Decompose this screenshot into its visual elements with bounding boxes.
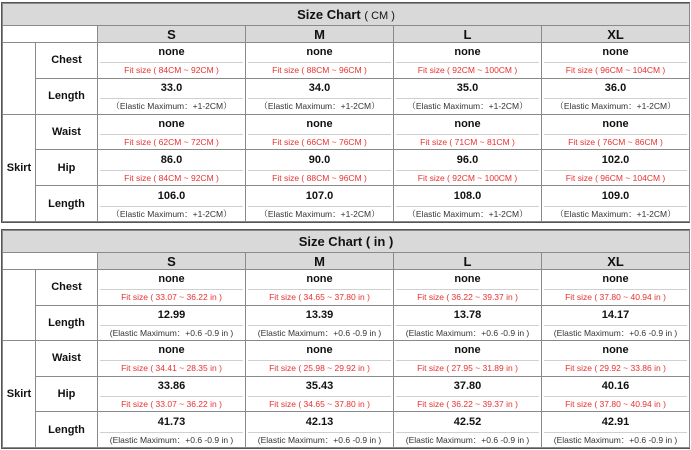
measurement-value: 13.78 bbox=[453, 308, 482, 321]
measurement-label: Waist bbox=[36, 341, 98, 377]
size-value-cell bbox=[542, 270, 690, 306]
measurement-value: none bbox=[306, 117, 333, 130]
size-value-cell bbox=[394, 186, 542, 222]
elastic-note: （Elastic Maximum：+1-2CM） bbox=[248, 98, 391, 113]
size-header-s: S bbox=[98, 253, 246, 270]
measurement-value: 107.0 bbox=[305, 189, 334, 202]
measurement-value: 108.0 bbox=[453, 189, 482, 202]
fit-size-note: Fit size ( 25.98 ~ 29.92 in ) bbox=[248, 360, 391, 375]
fit-size-note: Fit size ( 92CM ~ 100CM ) bbox=[396, 170, 539, 185]
size-value-cell bbox=[246, 114, 394, 150]
size-value-cell bbox=[98, 186, 246, 222]
measurement-value: 42.13 bbox=[305, 415, 334, 428]
measurement-label: Length bbox=[36, 186, 98, 222]
fit-size-note: Fit size ( 33.07 ~ 36.22 in ) bbox=[100, 289, 243, 304]
measurement-value: none bbox=[454, 117, 481, 130]
measurement-value: 13.39 bbox=[305, 308, 334, 321]
size-header-row bbox=[3, 253, 690, 270]
size-value-cell bbox=[246, 43, 394, 79]
elastic-note: （Elastic Maximum：+1-2CM） bbox=[544, 206, 687, 221]
size-value-cell bbox=[542, 43, 690, 79]
fit-size-note: Fit size ( 84CM ~ 92CM ) bbox=[100, 62, 243, 77]
size-value-cell bbox=[542, 114, 690, 150]
size-value-cell bbox=[246, 270, 394, 306]
measurement-value: 33.86 bbox=[157, 380, 186, 393]
measurement-label: Waist bbox=[36, 114, 98, 150]
size-value-cell bbox=[394, 150, 542, 186]
measurement-row bbox=[3, 114, 690, 150]
size-value-cell bbox=[98, 150, 246, 186]
group-label: Skirt bbox=[3, 341, 36, 448]
size-value-cell bbox=[246, 150, 394, 186]
measurement-value: none bbox=[454, 273, 481, 286]
elastic-note: （Elastic Maximum：+1-2CM） bbox=[100, 206, 243, 221]
fit-size-note: Fit size ( 88CM ~ 96CM ) bbox=[248, 62, 391, 77]
elastic-note: (Elastic Maximum：+0.6 -0.9 in ) bbox=[396, 432, 539, 447]
elastic-note: （Elastic Maximum：+1-2CM） bbox=[396, 206, 539, 221]
measurement-label: Hip bbox=[36, 376, 98, 412]
fit-size-note: Fit size ( 36.22 ~ 39.37 in ) bbox=[396, 289, 539, 304]
size-value-cell bbox=[542, 376, 690, 412]
measurement-value: 106.0 bbox=[157, 189, 186, 202]
measurement-row bbox=[3, 43, 690, 79]
measurement-row bbox=[3, 150, 690, 186]
measurement-value: none bbox=[602, 273, 629, 286]
size-value-cell bbox=[394, 305, 542, 341]
measurement-value: 12.99 bbox=[157, 308, 186, 321]
fit-size-note: Fit size ( 34.65 ~ 37.80 in ) bbox=[248, 289, 391, 304]
elastic-note: (Elastic Maximum：+0.6 -0.9 in ) bbox=[544, 325, 687, 340]
measurement-value: 90.0 bbox=[308, 153, 331, 166]
chart-title bbox=[3, 231, 690, 253]
size-value-cell bbox=[542, 186, 690, 222]
measurement-value: none bbox=[306, 344, 333, 357]
fit-size-note: Fit size ( 37.80 ~ 40.94 in ) bbox=[544, 289, 687, 304]
measurement-value: 42.52 bbox=[453, 415, 482, 428]
measurement-value: 109.0 bbox=[601, 189, 630, 202]
fit-size-note: Fit size ( 27.95 ~ 31.89 in ) bbox=[396, 360, 539, 375]
size-chart-cm bbox=[1, 2, 690, 223]
elastic-note: （Elastic Maximum：+1-2CM） bbox=[544, 98, 687, 113]
fit-size-note: Fit size ( 84CM ~ 92CM ) bbox=[100, 170, 243, 185]
measurement-row bbox=[3, 270, 690, 306]
measurement-value: 41.73 bbox=[157, 415, 186, 428]
fit-size-note: Fit size ( 96CM ~ 104CM ) bbox=[544, 62, 687, 77]
size-value-cell bbox=[98, 78, 246, 114]
measurement-value: 34.0 bbox=[308, 82, 331, 95]
fit-size-note: Fit size ( 29.92 ~ 33.86 in ) bbox=[544, 360, 687, 375]
size-header-l: L bbox=[394, 26, 542, 43]
chart-title-text: Size Chart ( in ) bbox=[298, 234, 394, 249]
size-value-cell bbox=[394, 341, 542, 377]
size-header-xl: XL bbox=[542, 26, 690, 43]
size-value-cell bbox=[394, 114, 542, 150]
size-value-cell bbox=[98, 270, 246, 306]
size-value-cell bbox=[394, 376, 542, 412]
measurement-row bbox=[3, 376, 690, 412]
measurement-value: 86.0 bbox=[160, 153, 183, 166]
size-value-cell bbox=[542, 305, 690, 341]
size-value-cell bbox=[98, 376, 246, 412]
measurement-value: none bbox=[454, 344, 481, 357]
size-header-l: L bbox=[394, 253, 542, 270]
fit-size-note: Fit size ( 36.22 ~ 39.37 in ) bbox=[396, 396, 539, 411]
elastic-note: (Elastic Maximum：+0.6 -0.9 in ) bbox=[100, 325, 243, 340]
fit-size-note: Fit size ( 96CM ~ 104CM ) bbox=[544, 170, 687, 185]
size-table bbox=[2, 3, 690, 222]
size-value-cell bbox=[394, 270, 542, 306]
measurement-value: 33.0 bbox=[160, 82, 183, 95]
header-blank-cell bbox=[3, 26, 98, 43]
title-row bbox=[3, 4, 690, 26]
chart-title-text: Size Chart bbox=[297, 7, 361, 22]
measurement-value: none bbox=[158, 46, 185, 59]
fit-size-note: Fit size ( 92CM ~ 100CM ) bbox=[396, 62, 539, 77]
measurement-row bbox=[3, 305, 690, 341]
measurement-label: Hip bbox=[36, 150, 98, 186]
measurement-row bbox=[3, 186, 690, 222]
size-value-cell bbox=[98, 43, 246, 79]
measurement-value: 96.0 bbox=[456, 153, 479, 166]
measurement-row bbox=[3, 412, 690, 448]
fit-size-note: Fit size ( 34.41 ~ 28.35 in ) bbox=[100, 360, 243, 375]
title-row bbox=[3, 231, 690, 253]
measurement-row bbox=[3, 78, 690, 114]
fit-size-note: Fit size ( 88CM ~ 96CM ) bbox=[248, 170, 391, 185]
size-header-row bbox=[3, 26, 690, 43]
elastic-note: (Elastic Maximum：+0.6 -0.9 in ) bbox=[544, 432, 687, 447]
size-value-cell bbox=[394, 412, 542, 448]
measurement-value: none bbox=[306, 46, 333, 59]
size-value-cell bbox=[542, 78, 690, 114]
measurement-row bbox=[3, 341, 690, 377]
elastic-note: （Elastic Maximum：+1-2CM） bbox=[100, 98, 243, 113]
group-label: Skirt bbox=[3, 114, 36, 221]
elastic-note: (Elastic Maximum：+0.6 -0.9 in ) bbox=[396, 325, 539, 340]
measurement-label: Length bbox=[36, 412, 98, 448]
measurement-value: none bbox=[306, 273, 333, 286]
measurement-value: none bbox=[158, 273, 185, 286]
size-table bbox=[2, 230, 690, 448]
measurement-value: none bbox=[602, 117, 629, 130]
elastic-note: （Elastic Maximum：+1-2CM） bbox=[248, 206, 391, 221]
size-value-cell bbox=[246, 305, 394, 341]
size-chart-in bbox=[1, 229, 690, 449]
size-header-m: M bbox=[246, 26, 394, 43]
measurement-value: 42.91 bbox=[601, 415, 630, 428]
size-value-cell bbox=[542, 412, 690, 448]
chart-title bbox=[3, 4, 690, 26]
measurement-value: none bbox=[158, 117, 185, 130]
fit-size-note: Fit size ( 34.65 ~ 37.80 in ) bbox=[248, 396, 391, 411]
group-label bbox=[3, 270, 36, 341]
size-header-m: M bbox=[246, 253, 394, 270]
size-value-cell bbox=[98, 114, 246, 150]
size-value-cell bbox=[246, 376, 394, 412]
size-value-cell bbox=[394, 78, 542, 114]
fit-size-note: Fit size ( 76CM ~ 86CM ) bbox=[544, 134, 687, 149]
measurement-value: none bbox=[602, 344, 629, 357]
measurement-value: 14.17 bbox=[601, 308, 630, 321]
elastic-note: (Elastic Maximum：+0.6 -0.9 in ) bbox=[100, 432, 243, 447]
size-value-cell bbox=[246, 412, 394, 448]
fit-size-note: Fit size ( 71CM ~ 81CM ) bbox=[396, 134, 539, 149]
measurement-value: 40.16 bbox=[601, 380, 630, 393]
fit-size-note: Fit size ( 62CM ~ 72CM ) bbox=[100, 134, 243, 149]
measurement-value: 35.43 bbox=[305, 380, 334, 393]
measurement-label: Chest bbox=[36, 270, 98, 306]
measurement-value: 36.0 bbox=[604, 82, 627, 95]
size-value-cell bbox=[542, 341, 690, 377]
size-header-xl: XL bbox=[542, 253, 690, 270]
elastic-note: (Elastic Maximum：+0.6 -0.9 in ) bbox=[248, 325, 391, 340]
measurement-value: none bbox=[158, 344, 185, 357]
measurement-label: Length bbox=[36, 78, 98, 114]
fit-size-note: Fit size ( 66CM ~ 76CM ) bbox=[248, 134, 391, 149]
size-value-cell bbox=[542, 150, 690, 186]
size-value-cell bbox=[246, 341, 394, 377]
size-value-cell bbox=[394, 43, 542, 79]
elastic-note: (Elastic Maximum：+0.6 -0.9 in ) bbox=[248, 432, 391, 447]
fit-size-note: Fit size ( 37.80 ~ 40.94 in ) bbox=[544, 396, 687, 411]
chart-title-unit: ( CM ) bbox=[364, 10, 395, 22]
measurement-value: 37.80 bbox=[453, 380, 482, 393]
size-value-cell bbox=[98, 412, 246, 448]
measurement-value: 102.0 bbox=[601, 153, 630, 166]
size-value-cell bbox=[246, 78, 394, 114]
measurement-label: Chest bbox=[36, 43, 98, 79]
size-value-cell bbox=[246, 186, 394, 222]
elastic-note: （Elastic Maximum：+1-2CM） bbox=[396, 98, 539, 113]
measurement-value: none bbox=[602, 46, 629, 59]
fit-size-note: Fit size ( 33.07 ~ 36.22 in ) bbox=[100, 396, 243, 411]
size-value-cell bbox=[98, 341, 246, 377]
group-label bbox=[3, 43, 36, 115]
measurement-value: 35.0 bbox=[456, 82, 479, 95]
size-value-cell bbox=[98, 305, 246, 341]
header-blank-cell bbox=[3, 253, 98, 270]
measurement-value: none bbox=[454, 46, 481, 59]
size-header-s: S bbox=[98, 26, 246, 43]
measurement-label: Length bbox=[36, 305, 98, 341]
